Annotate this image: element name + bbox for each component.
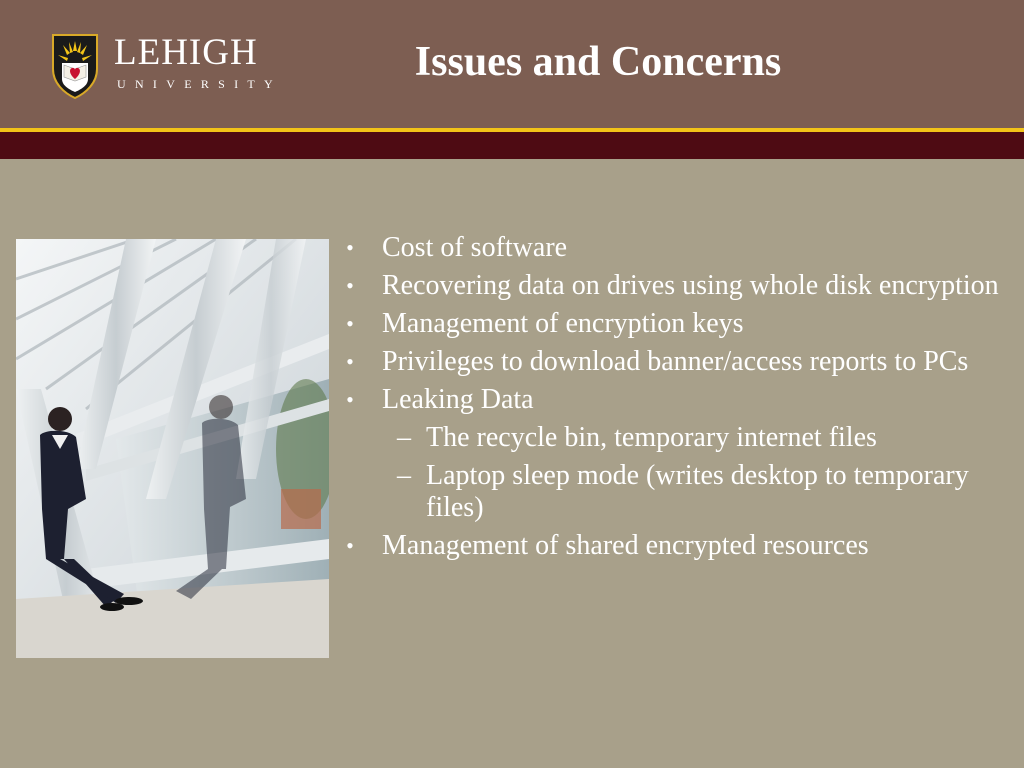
bullet-item [340,232,1015,264]
slide-title: Issues and Concerns [414,39,782,85]
bullet-marker: • [346,533,354,558]
sub-bullet-item [340,422,1015,454]
bullet-list [340,232,1015,568]
bullet-item [340,270,1015,302]
sub-bullet-marker: – [397,422,411,453]
bullet-item [340,346,1015,378]
logo-wordmark: LEHIGH [114,32,258,73]
photo-illustration [16,239,329,658]
bullet-marker: • [346,349,354,374]
logo-subtitle: UNIVERSITY [117,77,282,91]
bullet-marker: • [346,235,354,260]
bullet-text: Recovering data on drives using whole disk encryption [382,270,999,301]
lehigh-logo [50,33,290,103]
bullet-text: Cost of software [382,232,568,263]
sub-bullet-text: Laptop sleep mode (writes desktop to temporary files) [426,460,969,523]
sub-bullet-item [340,460,1015,524]
bullet-item [340,308,1015,340]
bullet-text: Management of shared encrypted resources [382,530,869,561]
businessman-photo [16,239,329,658]
bullet-marker: • [346,273,354,298]
bullet-marker: • [346,311,354,336]
bullet-text: Privileges to download banner/access reports to PCs [382,346,969,377]
maroon-band [0,132,1024,159]
bullet-marker: • [346,387,354,412]
bullet-item [340,530,1015,562]
sub-bullet-marker: – [397,460,411,491]
bullet-item [340,384,1015,416]
bullet-text: Leaking Data [382,384,534,415]
bullet-text: Management of encryption keys [382,308,744,339]
shield-icon [50,33,100,99]
sub-bullet-text: The recycle bin, temporary internet files [426,422,877,453]
